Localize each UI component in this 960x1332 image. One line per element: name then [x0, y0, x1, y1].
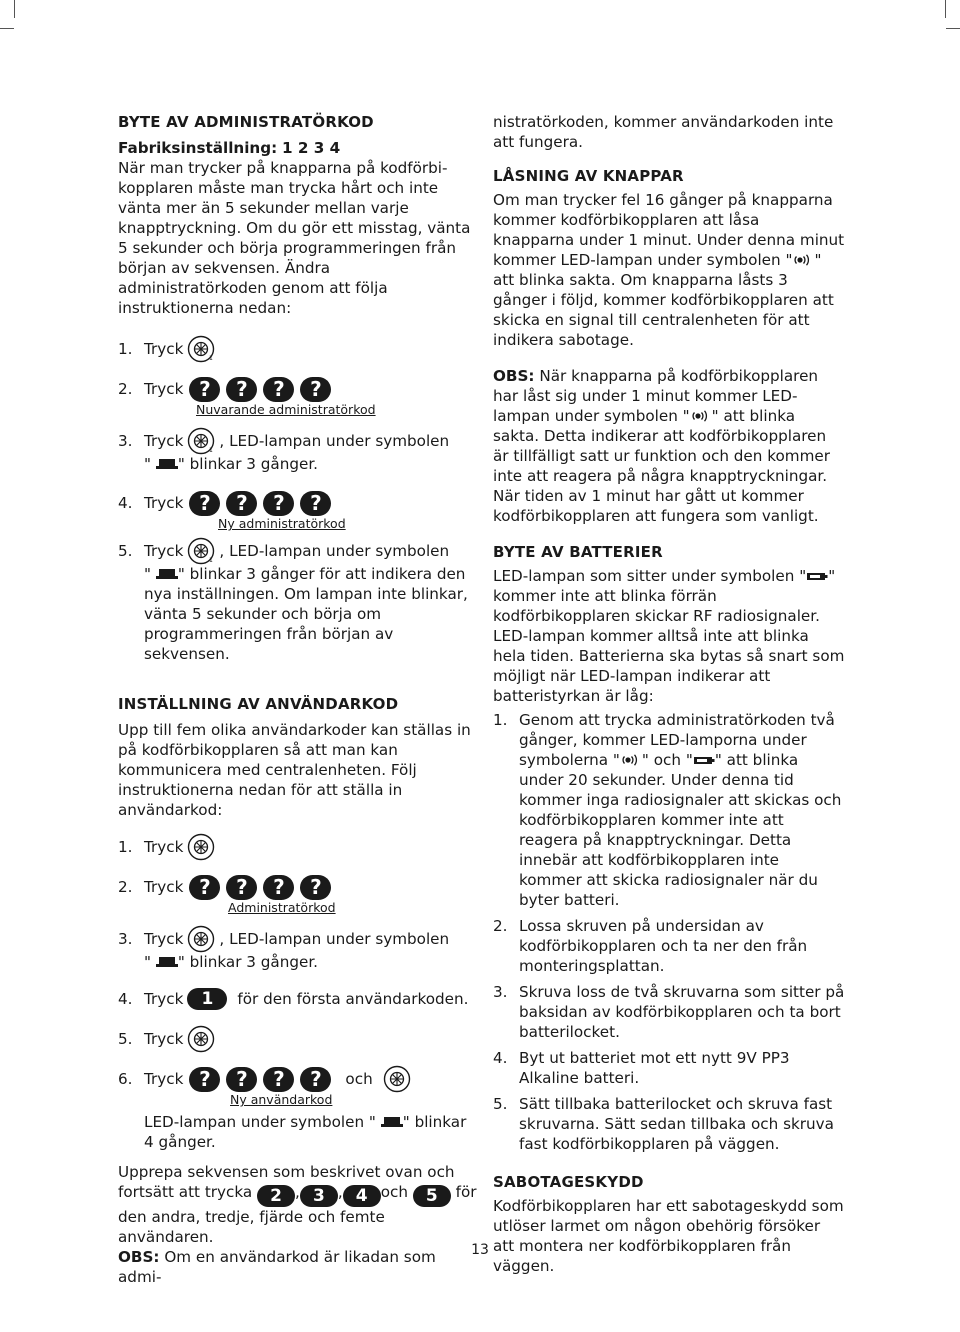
heading-battery: BYTE AV BATTERIER	[493, 543, 663, 561]
user-step-4: 4. Tryck 1 för den första användarkoden.	[118, 989, 469, 1009]
home-led-icon	[156, 455, 178, 467]
step-3-cont: " " blinkar 3 gånger.	[144, 455, 318, 473]
question-key: ?	[300, 875, 331, 900]
signal-led-icon	[792, 251, 814, 263]
caption-current-admin: Nuvarande administratörkod	[196, 402, 376, 417]
tamper-paragraph: Kodförbikopplaren har ett sabotageskydd som utlöser larmet om någon obehörig försöker att montera ner kodförbikopplaren från väggen.	[493, 1197, 844, 1275]
key-4: 4	[343, 1185, 381, 1207]
crop-mark	[946, 28, 960, 29]
battery-led-icon	[693, 751, 715, 763]
user-step-6-cont: LED-lampan under symbolen " " blinkar 4 gånger.	[144, 1113, 467, 1151]
question-key: ?	[189, 491, 220, 516]
signal-led-icon	[690, 407, 712, 419]
user-intro: Upp till fem olika användarkoder kan ställas in på kodförbikopplaren så att man kan kommunicera med centralenheten. Följ instruktionerna nedan för att ställa in användarkod:	[118, 721, 471, 819]
heading-lock: LÅSNING AV KNAPPAR	[493, 167, 684, 185]
caption-new-admin: Ny administratörkod	[218, 516, 346, 531]
continued-text: nistratörkoden, kommer användarkoden inte att fungera.	[493, 113, 834, 151]
battery-led-icon	[806, 567, 828, 579]
obs-paragraph: OBS: Om en användarkod är likadan som admi-	[118, 1248, 436, 1286]
question-key: ?	[226, 875, 257, 900]
page-number: 13	[471, 1242, 489, 1258]
question-key: ?	[300, 377, 331, 402]
svg-text:1: 1	[209, 447, 214, 454]
obs-lock-paragraph: OBS: När knapparna på kodförbikopplaren har låst sig under 1 minut kommer LED-lampan under symbolen " " att blinka sakta. Detta indikerar att kodförbikopplaren är tillfälligt satt ur funktion och den kommer inte att reagera på några knapptryckningar. När tiden av 1 minut har gått ut kommer kodförbikopplaren att fungera som vanligt.	[493, 367, 830, 525]
svg-text:1: 1	[209, 355, 214, 362]
home-led-icon	[156, 953, 178, 965]
step-4: 4. Tryck ? ? ? ?	[118, 490, 478, 516]
keypad-round-icon	[187, 427, 215, 455]
step-3: 3. Tryck 1 , LED-lampan under symbolen	[118, 428, 478, 454]
question-key: ?	[189, 377, 220, 402]
question-key: ?	[263, 1067, 294, 1092]
list-item: 2. Lossa skruven på undersidan av kodförbikopplaren och ta ner den från monteringsplattan.	[493, 917, 808, 975]
keypad-round-icon	[187, 1025, 215, 1053]
crop-mark	[945, 0, 946, 18]
user-step-3: 3. Tryck , LED-lampan under symbolen	[118, 926, 478, 952]
question-key: ?	[189, 875, 220, 900]
user-step-1: 1. Tryck	[118, 834, 478, 860]
heading-change-admin: BYTE AV ADMINISTRATÖRKOD	[118, 113, 374, 131]
step-5-cont: " " blinkar 3 gånger för att indikera den nya inställningen. Om lampan inte blinkar, vänta 5 sekunder och börja om programmeringen från början av sekvensen.	[144, 565, 468, 663]
step-1: 1. Tryck 1	[118, 336, 478, 362]
question-key: ?	[226, 377, 257, 402]
key-3: 3	[300, 1185, 338, 1207]
list-item: 3. Skruva loss de två skruvarna som sitter på baksidan av kodförbikopplaren och ta bort batterilocket.	[493, 983, 845, 1041]
home-led-icon	[156, 565, 178, 577]
keypad-round-icon	[187, 925, 215, 953]
intro-paragraph: När man trycker på knapparna på kodförbi-kopplaren måste man trycka hårt och inte vänta mer än 5 sekunder mellan varje knapptryckning. Om du gör ett misstag, vänta 5 sekunder och börja programmeringen från början av sekvensen. Ändra administratörkoden genom att följa instruktionerna nedan:	[118, 159, 471, 317]
repeat-paragraph: Upprepa sekvensen som beskrivet ovan och fortsätt att trycka 2 , 3 , 4 och 5 för den andra, tredje, fjärde och femte användaren.	[118, 1163, 477, 1246]
question-key: ?	[300, 491, 331, 516]
list-item: 4. Byt ut batteriet mot ett nytt 9V PP3 Alkaline batteri.	[493, 1049, 790, 1087]
key-5: 5	[413, 1185, 451, 1207]
keypad-round-icon	[187, 537, 215, 565]
list-item: 1. Genom att trycka administratörkoden två gånger, kommer LED-lamporna under symbolerna " " och " " att blinka under 20 sekunder. Under denna tid kommer inga radiosignaler att skickas och kodförbikopplaren kommer inte att reagera på knapptryckningar. Detta innebär att kodförbikopplaren inte kommer att skicka radiosignaler när du byter batteri.	[493, 711, 842, 909]
crop-mark	[14, 0, 15, 18]
user-step-2: 2. Tryck ? ? ? ?	[118, 874, 478, 900]
left-column	[118, 112, 478, 1287]
step-5: 5. Tryck 1 , LED-lampan under symbolen	[118, 538, 478, 564]
lock-paragraph: Om man trycker fel 16 gånger på knapparna kommer kodförbikopplaren att låsa knapparna under 1 minut. Under denna minut kommer LED-lampan under symbolen " " att blinka sakta. Om knapparna låsts 3 gånger i följd, kommer kodförbikopplaren att skicka en signal till centralenheten för att indikera sabotage.	[493, 191, 845, 349]
svg-text:1: 1	[209, 557, 214, 564]
question-key: ?	[226, 1067, 257, 1092]
question-key: ?	[263, 377, 294, 402]
factory-setting: Fabriksinställning: 1 2 3 4	[118, 139, 341, 157]
key-1: 1	[187, 988, 227, 1010]
keypad-round-icon	[187, 335, 215, 363]
caption-admin: Administratörkod	[228, 900, 336, 915]
question-key: ?	[189, 1067, 220, 1092]
user-step-5: 5. Tryck	[118, 1026, 478, 1052]
keypad-round-icon	[383, 1065, 411, 1093]
caption-new-user: Ny användarkod	[230, 1092, 333, 1107]
battery-paragraph: LED-lampan som sitter under symbolen " " kommer inte att blinka förrän kodförbikopplaren skickar RF radiosignaler. LED-lampan kommer alltså inte att blinka hela tiden. Batterierna ska bytas så snart som möjligt när LED-lampan indikerar att batteristyrkan är låg:	[493, 567, 845, 705]
signal-led-icon	[620, 751, 642, 763]
right-column	[493, 112, 845, 1276]
list-item: 5. Sätt tillbaka batterilocket och skruva fast skruvarna. Sätt sedan tillbaka och skruva fast kodförbikopplaren på väggen.	[493, 1095, 834, 1153]
step-2: 2. Tryck ? ? ? ?	[118, 376, 478, 402]
key-2: 2	[257, 1185, 295, 1207]
home-led-icon	[381, 1113, 403, 1125]
battery-steps	[493, 710, 845, 1154]
user-step-3-cont: " " blinkar 3 gånger.	[144, 953, 318, 971]
heading-user-code: INSTÄLLNING AV ANVÄNDARKOD	[118, 695, 399, 713]
crop-mark	[0, 28, 14, 29]
question-key: ?	[263, 491, 294, 516]
user-step-6: 6. Tryck ? ? ? ? och	[118, 1066, 478, 1092]
heading-tamper: SABOTAGESKYDD	[493, 1173, 644, 1191]
question-key: ?	[300, 1067, 331, 1092]
keypad-round-icon	[187, 833, 215, 861]
question-key: ?	[226, 491, 257, 516]
question-key: ?	[263, 875, 294, 900]
